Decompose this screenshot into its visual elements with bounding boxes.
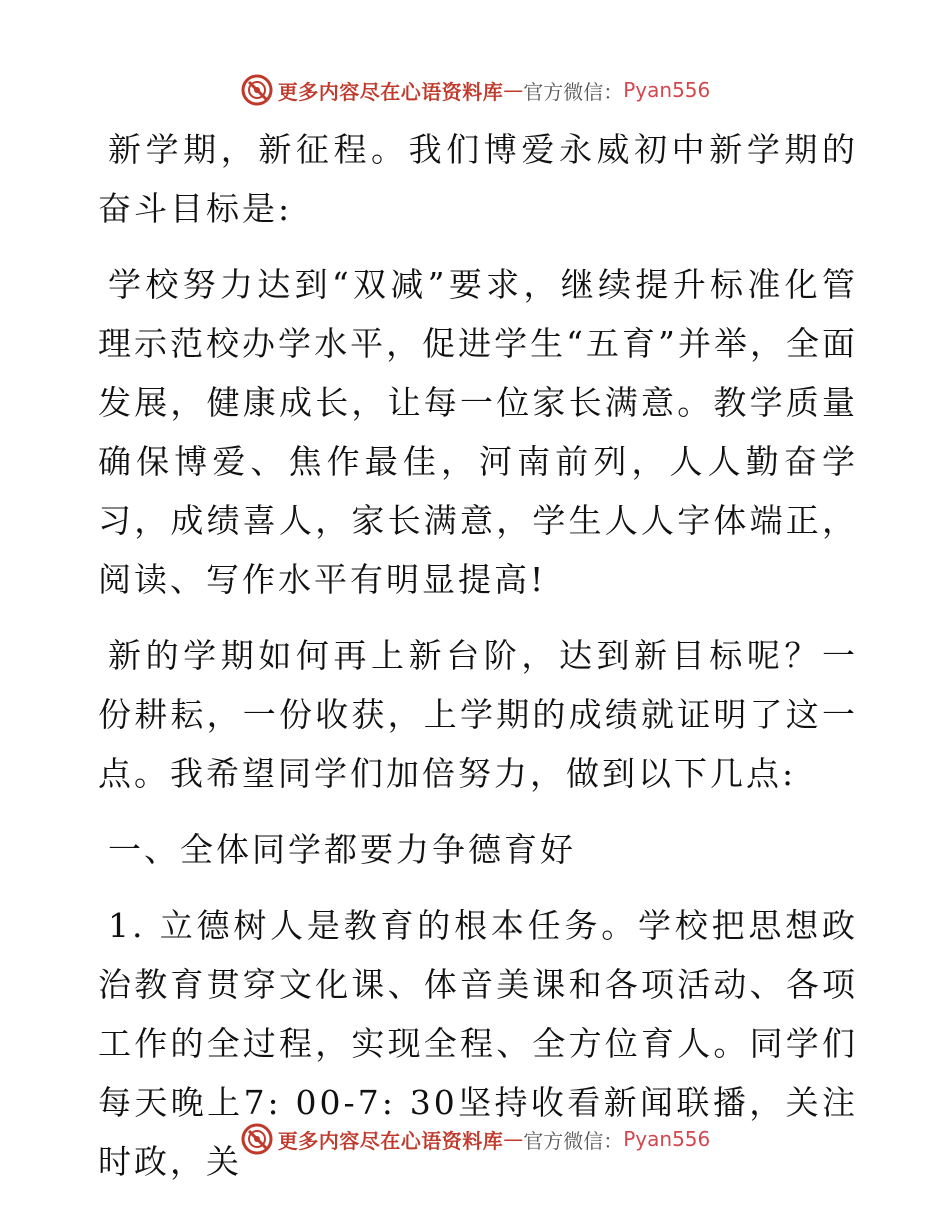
paragraph-how-to: 新的学期如何再上新台阶，达到新目标呢？一份耕耘，一份收获，上学期的成绩就证明了这一点。我希望同学们加倍努力，做到以下几点: [98,636,858,793]
watermark-official: 官方微信： [523,1128,624,1153]
section-heading-moral: 一、全体同学都要力争德育好 [108,830,576,869]
watermark-account: Pyan556 [623,78,711,102]
watermark-account: Pyan556 [623,1127,711,1151]
rosette-logo-icon [240,73,274,107]
watermark-brand: 更多内容尽在心语资料库 [277,1128,504,1153]
paragraph-goals: 学校努力达到“双减”要求，继续提升标准化管理示范校办学水平，促进学生“五育”并举，全面发展，健康成长，让每一位家长满意。教学质量确保博爱、焦作最佳，河南前列，人人勤奋学习，成绩喜人，家长满意，学生人人字体端正，阅读、写作水平有明显提高! [98,265,858,599]
rosette-logo-icon [240,1122,274,1156]
watermark-official: 官方微信： [523,79,624,104]
watermark-dash: — [503,78,524,102]
footer-watermark [0,1119,950,1159]
header-watermark [0,70,950,110]
document-body [98,120,858,1208]
watermark-dash: — [503,1127,524,1151]
paragraph-point-1: 1. 立德树人是教育的根本任务。学校把思想政治教育贯穿文化课、体音美课和各项活动、各项工作的全过程，实现全程、全方位育人。同学们每天晚上7: 00-7: 30坚持收看新闻联播，关注时政，关 [98,906,858,1181]
watermark-brand: 更多内容尽在心语资料库 [277,79,504,104]
paragraph-goal-intro: 新学期，新征程。我们博爱永威初中新学期的奋斗目标是: [98,130,858,228]
